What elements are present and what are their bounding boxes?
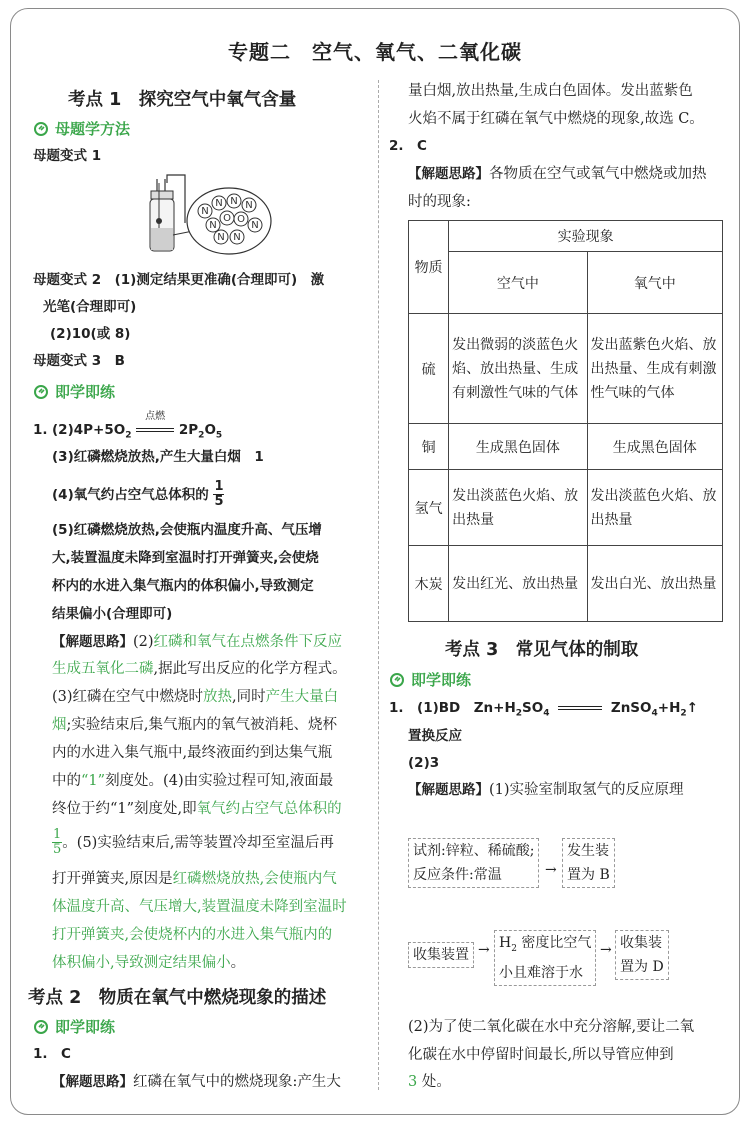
row-oxygen: 生成黑色固体 (587, 424, 722, 470)
right-line-2: 火焰不属于红磷在氧气中燃烧的现象,故选 C。 (408, 111, 704, 127)
header-oxygen: 氧气中 (587, 252, 722, 314)
table-row (409, 424, 723, 470)
reaction-type: 置换反应 (408, 728, 462, 744)
practice-heading-1: 即学即练 (33, 381, 115, 402)
header-substance: 物质 (409, 221, 449, 314)
equation-zn: 1. (1)BD $Zn+H_2SO_4$ $ZnSO_4+H_2↑$ (389, 700, 698, 719)
variant-2-line3: (2)10(或 8) (50, 326, 131, 342)
table-row (409, 314, 723, 424)
explain-line-2: 生成五氧化二磷,据此写出反应的化学方程式。 (52, 661, 347, 677)
table-row (409, 470, 723, 546)
explain-line-12: 体积偏小,导致测定结果偏小。 (52, 955, 246, 971)
explain-line-7: 终位于约“1”刻度处,即氧气约占空气总体积的 (52, 801, 342, 817)
apparatus-illustration (145, 173, 275, 263)
answer-1-5-l4: 结果偏小(合理即可) (52, 606, 173, 622)
explain-line-1: 【解题思路】(2)红磷和氧气在点燃条件下反应 (52, 634, 343, 650)
header-phenomenon: 实验现象 (449, 221, 723, 252)
right-para-1: (2)为了使二氧化碳在水中充分溶解,要让二氧 (408, 1019, 695, 1035)
svg-text:N: N (217, 232, 225, 243)
method-icon (33, 121, 49, 137)
svg-text:N: N (233, 232, 241, 243)
svg-text:N: N (201, 206, 209, 217)
explain-line-11: 打开弹簧夹,会使烧杯内的水进入集气瓶内的 (52, 927, 333, 943)
question-2-1: 1. C (33, 1046, 71, 1062)
practice-icon (33, 1019, 49, 1035)
section-heading-3: 考点 3 常见气体的制取 (445, 640, 639, 660)
svg-text:O: O (237, 214, 245, 225)
column-divider (378, 80, 379, 1090)
answer-1-3: (3)红磷燃烧放热,产生大量白烟 1 (52, 449, 264, 465)
row-air: 发出红光、放出热量 (449, 546, 587, 622)
question-2-2: 2. C (389, 138, 427, 154)
row-substance: 铜 (409, 424, 449, 470)
row-oxygen: 发出淡蓝色火焰、放出热量 (587, 470, 722, 546)
right-para-3: 3 处。 (408, 1074, 451, 1090)
right-think-3: 【解题思路】(1)实验室制取氢气的反应原理 (408, 782, 684, 798)
answer-1-5-l1: (5)红磷燃烧放热,会使瓶内温度升高、气压增 (52, 522, 322, 538)
answer-1-5-l3: 杯内的水进入集气瓶内的体积偏小,导致测定 (52, 578, 314, 594)
arrow-icon: → (478, 942, 490, 958)
right-line-1: 量白烟,放出热量,生成白色固体。发出蓝紫色 (408, 83, 693, 99)
right-para-2: 化碳在水中停留时间最长,所以导管应伸到 (408, 1047, 674, 1063)
explain-line-4: 烟;实验结束后,集气瓶内的氧气被消耗、烧杯 (52, 717, 337, 733)
answer-3-2: (2)3 (408, 755, 440, 771)
arrow-icon: → (600, 942, 612, 958)
row-oxygen: 发出蓝紫色火焰、放出热量、生成有刺激性气味的气体 (587, 314, 722, 424)
explain-line-9: 打开弹簧夹,原因是红磷燃烧放热,会使瓶内气 (52, 871, 337, 887)
flow-box-collector: 收集装 置为 D (615, 930, 669, 980)
explain-line-8: $\frac{1}{5}$ 。(5)实验结束后,需等装置冷却至室温后再 (53, 827, 334, 858)
svg-text:N: N (230, 196, 238, 207)
section-heading-2: 考点 2 物质在氧气中燃烧现象的描述 (28, 988, 327, 1008)
answer-1-5-l2: 大,装置温度未降到室温时打开弹簧夹,会使烧 (52, 550, 319, 566)
row-substance: 木炭 (409, 546, 449, 622)
practice-icon (33, 384, 49, 400)
section-heading-1: 考点 1 探究空气中氧气含量 (68, 90, 297, 110)
practice-heading-3: 即学即练 (389, 669, 471, 690)
variant-3: 母题变式 3 B (33, 353, 125, 369)
flow-box-reagents: 试剂:锌粒、稀硫酸; 反应条件:常温 (408, 838, 539, 888)
row-substance: 硫 (409, 314, 449, 424)
svg-text:N: N (215, 198, 223, 209)
right-think-1: 【解题思路】各物质在空气或氧气中燃烧或加热 (408, 166, 707, 182)
row-air: 发出淡蓝色火焰、放出热量 (449, 470, 587, 546)
explain-line-5: 内的水进入集气瓶中,最终液面约到达集气瓶 (52, 745, 333, 761)
flow-box-density: $H_2$ 密度比空气 小且难溶于水 (494, 930, 596, 986)
variant-2-line2: 光笔(合理即可) (43, 299, 137, 315)
explain-line-10: 体温度升高、气压增大,装置温度未降到室温时 (52, 899, 347, 915)
svg-text:N: N (251, 220, 259, 231)
mother-method-heading: 母题学方法 (33, 118, 130, 139)
row-air: 生成黑色固体 (449, 424, 587, 470)
explain-line-6: 中的“1”刻度处。(4)由实验过程可知,液面最 (52, 773, 334, 789)
table-row (409, 546, 723, 622)
explain-line-3: (3)红磷在空气中燃烧时放热,同时产生大量白 (52, 689, 339, 705)
row-air: 发出微弱的淡蓝色火焰、放出热量、生成有刺激性气味的气体 (449, 314, 587, 424)
flow-box-collect: 收集装置 (408, 942, 474, 968)
svg-text:N: N (245, 200, 253, 211)
header-air: 空气中 (449, 252, 587, 314)
practice-icon (389, 672, 405, 688)
arrow-icon: → (545, 862, 557, 878)
svg-text:N: N (209, 220, 217, 231)
variant-2-line1: 母题变式 2 (1)测定结果更准确(合理即可) 激 (33, 272, 325, 288)
row-substance: 氢气 (409, 470, 449, 546)
flow-box-generator: 发生装 置为 B (562, 838, 615, 888)
answer-1-4: (4)氧气约占空气总体积的 $\frac{1}{5}$ (52, 479, 224, 510)
equation-1: $(2)4P+5O_2$ 点燃 $2P_2O_5$ (52, 411, 223, 441)
row-oxygen: 发出白光、放出热量 (587, 546, 722, 622)
svg-text:O: O (223, 213, 231, 224)
question-2-1-explain: 【解题思路】红磷在氧气中的燃烧现象:产生大 (52, 1074, 341, 1090)
phenomenon-table (408, 220, 723, 622)
practice-heading-2: 即学即练 (33, 1016, 115, 1037)
right-think-2: 时的现象: (408, 194, 471, 210)
page-title: 专题二 空气、氧气、二氧化碳 (228, 40, 522, 64)
variant-1: 母题变式 1 (33, 148, 102, 164)
question-1-number: 1. (33, 422, 48, 438)
